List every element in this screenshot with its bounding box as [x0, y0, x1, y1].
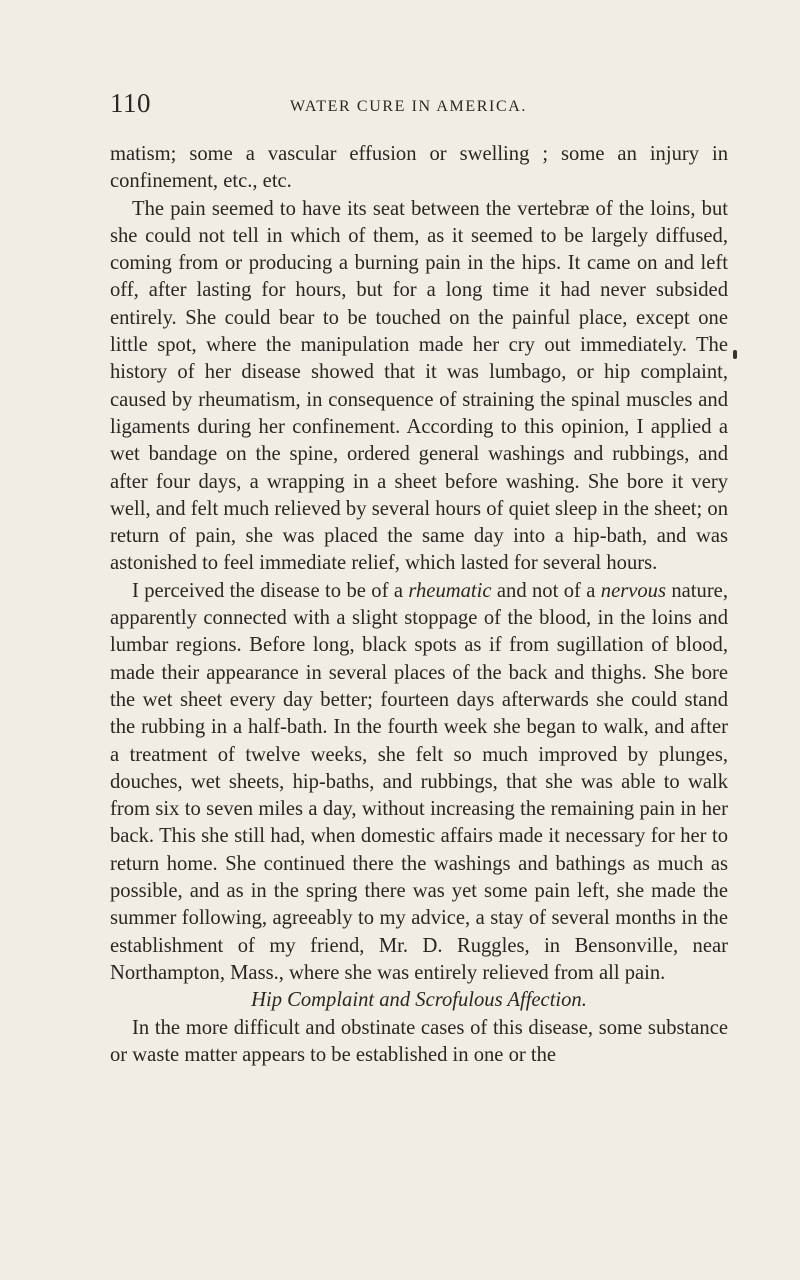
- paragraph-continuation: matism; some a vascular effusion or swelling ; some an injury in confinement, etc., etc.: [110, 143, 728, 193]
- paragraph-pain-history: The pain seemed to have its seat between the vertebræ of the loins, but she could not tell in which of them, as it seemed to be largely diffused, coming from or producing a burning pain in the hips. It came on and left off, after lasting for hours, but for a long time it had never subsided entirely. She could bear to be touched on the painful place, except one little spot, where the manipulation made her cry out immediately. The history of her disease showed that it was lumbago, or hip complaint, caused by rheumatism, in consequence of straining the spinal muscles and ligaments during her confinement. According to this opinion, I applied a wet bandage on the spine, ordered general washings and rubbings, and after four days, a wrapping in a sheet before washing. She bore it very well, and felt much relieved by several hours of quiet sleep in the sheet; on return of pain, she was placed the same day into a hip-bath, and was astonished to feel immediate relief, which lasted for several hours.: [110, 197, 728, 575]
- section-heading: Hip Complaint and Scrofulous Affection.: [251, 989, 587, 1012]
- body-text: [110, 141, 728, 1069]
- ink-mark: [733, 350, 737, 359]
- paragraph-next-section: In the more difficult and obstinate cases of this disease, some substance or waste matter appears to be established in one or the: [110, 1016, 728, 1066]
- paragraph-text: and not of a: [491, 579, 601, 602]
- running-title: WATER CURE IN AMERICA.: [290, 98, 527, 115]
- paragraph-diagnosis: [110, 578, 728, 987]
- page-number: 110: [110, 88, 151, 118]
- emphasis-rheumatic: rheumatic: [408, 579, 492, 602]
- emphasis-nervous: nervous: [600, 579, 666, 602]
- paragraph-text: nature, apparently connected with a slight stoppage of the blood, in the loins and lumbar regions. Before long, black spots as if from sugillation of blood, made their appearance in several places of the back and thighs. She bore the wet sheet every day better; fourteen days afterwards she could stand the rubbing in a half-bath. In the fourth week she began to walk, and after a treatment of twelve weeks, she felt so much improved by plunges, douches, wet sheets, hip-baths, and rubbings, that she was able to walk from six to seven miles a day, without increasing the remaining pain in her back. This she still had, when domestic affairs made it necessary for her to return home. She continued there the washings and bathings as much as possible, and as in the spring there was yet some pain left, she made the summer following, agreeably to my advice, a stay of several months in the establishment of my friend, Mr. D. Ruggles, in Bensonville, near Northampton, Mass., where she was entirely relieved from all pain.: [110, 579, 728, 984]
- paragraph-text: I perceived the disease to be of a: [132, 579, 409, 602]
- page-header: [110, 88, 710, 124]
